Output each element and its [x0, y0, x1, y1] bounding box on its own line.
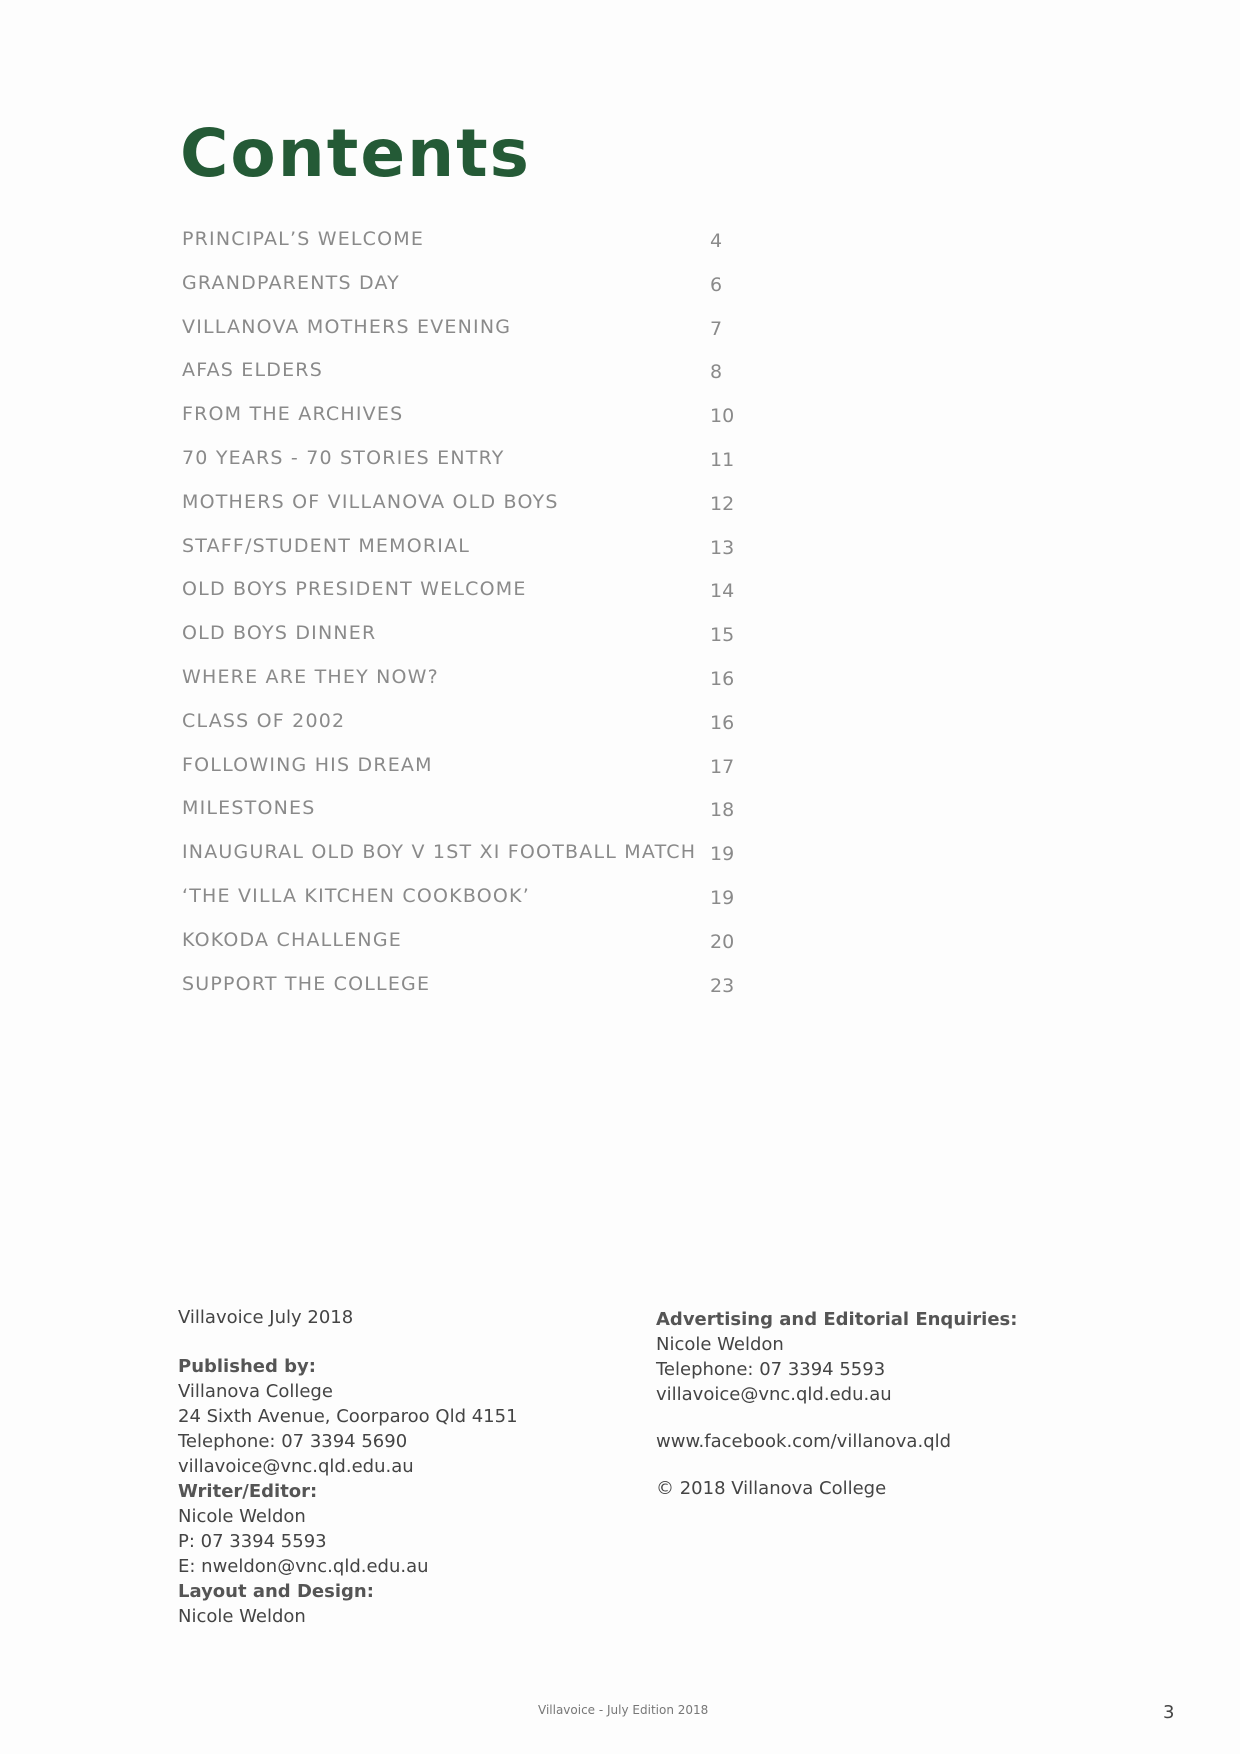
toc-entry[interactable] — [182, 797, 742, 841]
toc-entry[interactable] — [182, 710, 742, 754]
toc-entry-title: AFAS ELDERS — [182, 359, 323, 382]
toc-entry[interactable] — [182, 403, 742, 447]
toc-entry[interactable] — [182, 359, 742, 403]
toc-entry-title: FROM THE ARCHIVES — [182, 403, 404, 426]
toc-entry-page: 10 — [710, 405, 735, 428]
table-of-contents — [182, 228, 742, 1016]
layout-design-label: Layout and Design: — [178, 1581, 374, 1602]
toc-entry-title: MOTHERS OF VILLANOVA OLD BOYS — [182, 490, 559, 513]
page-title: Contents — [180, 115, 531, 192]
toc-entry-page: 11 — [710, 448, 735, 471]
writer-editor-phone: P: 07 3394 5593 — [178, 1531, 327, 1552]
publisher-telephone: Telephone: 07 3394 5690 — [178, 1431, 408, 1452]
enquiries-contact-name: Nicole Weldon — [656, 1334, 784, 1355]
toc-entry-page: 4 — [710, 230, 723, 252]
toc-entry-title: STAFF/STUDENT MEMORIAL — [182, 534, 471, 557]
toc-entry-page: 13 — [710, 536, 735, 559]
toc-entry-page: 7 — [710, 317, 723, 340]
toc-entry[interactable] — [182, 929, 742, 973]
enquiries-label: Advertising and Editorial Enquiries: — [656, 1309, 1018, 1330]
toc-entry-page: 15 — [710, 624, 735, 647]
toc-entry-page: 16 — [710, 711, 735, 734]
toc-entry-page: 6 — [710, 273, 723, 296]
toc-entry-title: SUPPORT THE COLLEGE — [182, 972, 431, 995]
copyright-notice: © 2018 Villanova College — [656, 1478, 887, 1499]
enquiries-email[interactable]: villavoice@vnc.qld.edu.au — [656, 1384, 892, 1405]
toc-entry[interactable] — [182, 622, 742, 666]
toc-entry-page: 18 — [710, 799, 735, 822]
toc-entry[interactable] — [182, 666, 742, 710]
toc-entry-title: VILLANOVA MOTHERS EVENING — [182, 315, 512, 338]
toc-entry-title: MILESTONES — [182, 797, 316, 820]
toc-entry[interactable] — [182, 973, 742, 1017]
publication-details — [178, 1305, 618, 1629]
toc-entry-page: 12 — [710, 492, 735, 515]
enquiries-details — [656, 1307, 1116, 1501]
toc-entry-title: 70 YEARS - 70 STORIES ENTRY — [182, 446, 505, 469]
toc-entry-page: 23 — [710, 974, 735, 997]
toc-entry-title: GRANDPARENTS DAY — [182, 271, 400, 294]
toc-entry-title: INAUGURAL OLD BOY V 1ST XI FOOTBALL MATCH — [182, 841, 697, 864]
toc-entry[interactable] — [182, 491, 742, 535]
toc-entry[interactable] — [182, 535, 742, 579]
toc-entry-page: 14 — [710, 580, 735, 603]
toc-entry-page: 16 — [710, 667, 735, 690]
toc-entry[interactable] — [182, 578, 742, 622]
toc-entry-title: ‘THE VILLA KITCHEN COOKBOOK’ — [182, 884, 530, 907]
toc-entry-title: OLD BOYS DINNER — [182, 622, 377, 645]
toc-entry-title: OLD BOYS PRESIDENT WELCOME — [182, 578, 527, 601]
toc-entry-title: WHERE ARE THEY NOW? — [182, 665, 439, 688]
toc-entry[interactable] — [182, 754, 742, 798]
publisher-email[interactable]: villavoice@vnc.qld.edu.au — [178, 1456, 414, 1477]
writer-editor-label: Writer/Editor: — [178, 1481, 318, 1502]
toc-entry[interactable] — [182, 841, 742, 885]
toc-entry-title: PRINCIPAL’S WELCOME — [182, 228, 425, 250]
toc-entry-page: 19 — [710, 843, 735, 866]
toc-entry-page: 20 — [710, 930, 735, 953]
publisher-name: Villanova College — [178, 1381, 333, 1402]
edition-line: Villavoice July 2018 — [178, 1307, 354, 1328]
page-number: 3 — [1163, 1702, 1175, 1723]
layout-design-name: Nicole Weldon — [178, 1606, 306, 1627]
toc-entry-title: CLASS OF 2002 — [182, 709, 346, 732]
published-by-label: Published by: — [178, 1356, 316, 1377]
toc-entry[interactable] — [182, 316, 742, 360]
toc-entry-title: FOLLOWING HIS DREAM — [182, 753, 433, 776]
writer-editor-name: Nicole Weldon — [178, 1506, 306, 1527]
toc-entry-title: KOKODA CHALLENGE — [182, 928, 402, 951]
publisher-address: 24 Sixth Avenue, Coorparoo Qld 4151 — [178, 1406, 518, 1427]
toc-entry-page: 17 — [710, 755, 735, 778]
toc-entry-page: 19 — [710, 886, 735, 909]
writer-editor-email[interactable]: E: nweldon@vnc.qld.edu.au — [178, 1556, 429, 1577]
enquiries-telephone: Telephone: 07 3394 5593 — [656, 1359, 886, 1380]
toc-entry[interactable] — [182, 272, 742, 316]
toc-entry[interactable] — [182, 885, 742, 929]
toc-entry[interactable] — [182, 447, 742, 491]
toc-entry-page: 8 — [710, 361, 723, 384]
footer-edition: Villavoice - July Edition 2018 — [538, 1703, 709, 1717]
toc-entry[interactable] — [182, 228, 742, 272]
facebook-link[interactable]: www.facebook.com/villanova.qld — [656, 1431, 952, 1452]
